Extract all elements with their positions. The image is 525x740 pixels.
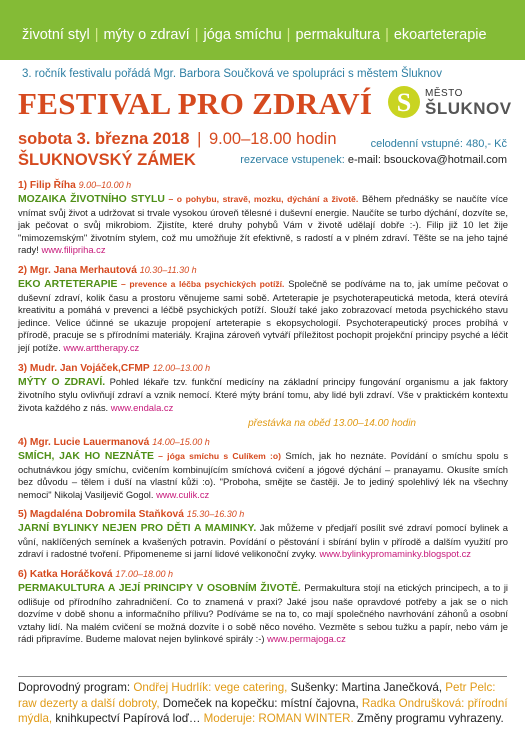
section-lead: MÝTY O ZDRAVÍ. (18, 376, 106, 388)
speaker-name: 2) Mgr. Jana Merhautová (18, 264, 137, 276)
section-time: 14.00–15.00 h (152, 436, 210, 447)
section-web-link[interactable]: www.filipriha.cz (41, 244, 106, 256)
section-time: 12.00–13.00 h (152, 362, 211, 373)
topic-item: permakultura (295, 27, 381, 43)
speaker-name: 4) Mgr. Lucie Lauermanová (18, 436, 150, 448)
topic-separator: | (385, 27, 389, 43)
program-item: Petr Pelc: raw dezerty a další dobroty, (18, 681, 496, 710)
festival-title: FESTIVAL PRO ZDRAVÍ (18, 86, 373, 121)
speaker-name: 6) Katka Horáčková (18, 569, 113, 581)
section-web-link[interactable]: www.bylinkypromaminky.blogspot.cz (319, 548, 471, 560)
topic-item: životní styl (22, 27, 90, 43)
section-body: Během přednášky se naučíte více vnímat svůj život a udržovat si trvale vysokou úroveň tělesné i duševní energie. Naučíte se turbo dýchání, dozvíte se, jak pečovat o svůj mikrobiom. Zjistíte, které druhy pohybů Vám v životě udělají dobře :-). Filip již 10 let žije "mimozemským" životním stylem, což mu umožňuje žít efektivně, s radostí a v plném zdraví. Těšte se na jeho tajné rady! (18, 193, 508, 256)
program-section (18, 567, 508, 646)
organizer-line: 3. ročník festivalu pořádá Mgr. Barbora Součková ve spolupráci s městem Šluknov (22, 68, 442, 80)
event-date (18, 130, 337, 149)
reservation-info (240, 154, 507, 166)
section-text (18, 522, 508, 561)
reservation-label: rezervace vstupenek: (240, 154, 345, 166)
section-heading (18, 435, 508, 450)
topic-list (22, 27, 487, 43)
program-section (18, 507, 508, 561)
program-item: Domeček na kopečku: místní čajovna, (159, 696, 362, 710)
section-lead: EKO ARTETERAPIE (18, 278, 118, 290)
program-item: Sušenky: Martina Janečková, (287, 681, 446, 694)
section-time: 9.00–10.00 h (78, 180, 132, 190)
program-item: knihkupectví Papírová loď… (52, 712, 204, 725)
program-section (18, 178, 508, 257)
date-separator: | (197, 130, 202, 148)
reservation-email[interactable]: e-mail: bsouckova@hotmail.com (347, 154, 507, 166)
city-logo (388, 86, 512, 124)
section-time: 10.30–11.30 h (139, 264, 197, 275)
logo-line-1: MĚSTO (425, 88, 463, 99)
section-lead: PERMAKULTURA A JEJÍ PRINCIPY V OSOBNÍM ŽIVOTĚ. (18, 583, 301, 595)
program-label: Doprovodný program: (18, 681, 134, 694)
program-section (18, 361, 508, 415)
program-section (18, 263, 508, 355)
event-venue: ŠLUKNOVSKÝ ZÁMEK (18, 151, 196, 169)
lunch-break-note: přestávka na oběd 13.00–14.00 hodin (248, 418, 416, 430)
accompanying-program (18, 680, 508, 727)
program-note: Změny programu vyhrazeny. (353, 712, 504, 725)
section-heading (18, 178, 508, 193)
section-heading (18, 263, 508, 278)
topic-item: ekoarteterapie (393, 27, 487, 43)
topic-item: jóga smíchu (203, 27, 282, 43)
section-lead: SMÍCH, JAK HO NEZNÁTE (18, 450, 154, 462)
section-body: Pohled lékaře tzv. funkční medicíny na základní principy fungování organismu a jak faktory životního stylu ovlivňují zdraví a vznik nemocí. Které mýty brání tomu, aby lidé byli zdraví. Vše v praktickém kontextu života každého z nás. (18, 375, 508, 413)
topic-item: mýty o zdraví (103, 27, 190, 43)
section-subtitle: – o pohybu, stravě, mozku, dýchání a životě. (164, 194, 359, 204)
section-time: 15.30–16.30 h (186, 509, 245, 520)
logo-line-2: ŠLUKNOV (425, 99, 512, 118)
section-web-link[interactable]: www.culik.cz (156, 488, 210, 500)
topic-separator: | (286, 27, 291, 43)
section-body: Společně se podíváme na to, jak umíme pečovat o duševní zdraví, kolik času a prostoru věnujeme sami sobě. Arteterapie je psychoterapeutická metoda, která otevírá kreativitu a pomáhá v prevenci a léčbě psychických potíží. Slouží také jako zobrazovací metoda psychického stavu jedince. Velice účinné se ukazuje propojení arteterapie s ekopsychologií. Psychoterapeutický proces probíhá v přírodě, pracuje se s přírodními materiály. Krajina zároveň vytváří příležitost pochopit projekční principy psyché a léčit její potíže. (18, 277, 508, 353)
section-text (18, 193, 508, 257)
program-item: Radka Ondrušková: přírodní mýdla, (18, 696, 508, 725)
section-subtitle: – jóga smíchu s Culíkem :o) (153, 450, 281, 461)
program-item: Ondřej Hudrlík: vege catering, (133, 681, 288, 694)
section-text (18, 450, 508, 501)
section-body: Permakultura stojí na etických principech, a to ji odlišuje od přírodního zahradničení. Co to znamená v praxi? Jaké jsou naše opravdové potřeby a jak se o nich dozvíme v době shonu a informačního přílivu? Podíváme se na to, co mají společného navrhování záhonů a osobní vztahy lidí. Na malém cvičení se možná dozvíte i o sobě něco nového. Vezměte s sebou tužku a papír, nebo vám je rádi připravíme. Budeme malovat nejen bylinkové spirály :-) (18, 582, 508, 645)
speaker-name: 3) Mudr. Jan Vojáček,CFMP (18, 362, 150, 374)
section-subtitle: – prevence a léčba psychických potíží. (117, 278, 285, 289)
section-body: Smích, jak ho neznáte. Povídání o smíchu spolu s ochutnávkou jógy smíchu, cvičením kombinujícím smíchová cvičení a jógové dýchání – pranayamu. Okusíte smích bez důvodu – tělem i duší na vlastní kůži :o). "Proboha, smějte se častěji. Je to jediný spolehlivý lék na všechny nemoci" Nikolaj Vasiljevič Gogol. (18, 449, 509, 500)
date-text: sobota 3. března 2018 (18, 130, 190, 148)
topic-separator: | (94, 27, 99, 43)
event-hours: 9.00–18.00 hodin (208, 130, 337, 148)
divider (18, 676, 507, 677)
topic-separator: | (194, 27, 199, 43)
program-section (18, 435, 508, 501)
section-heading (18, 507, 508, 522)
section-time: 17.00–18.00 h (115, 569, 173, 580)
section-text (18, 376, 508, 415)
top-banner (0, 0, 525, 60)
section-heading (18, 361, 508, 376)
speaker-name: 5) Magdaléna Dobromila Staňková (18, 509, 184, 521)
program-sections (18, 178, 508, 652)
section-body: Jak můžeme v předjaří posílit své zdraví pomocí bylinek a vůní, naklíčených semínek a kvašených potravin. Povídání o pěstování i sbírání bylin v přírodě a dalším využití pro zdraví i radostné tvoření. Připomeneme si jarní lidové velikonoční zvyky. (18, 522, 508, 560)
admission-fee: celodenní vstupné: 480,- Kč (370, 138, 507, 150)
section-text (18, 278, 508, 355)
program-moderator: Moderuje: ROMAN WINTER. (203, 712, 354, 725)
logo-icon: S (388, 86, 420, 118)
section-web-link[interactable]: www.permajoga.cz (267, 633, 346, 645)
speaker-name: 1) Filip Říha (18, 180, 76, 191)
section-lead: JARNÍ BYLINKY NEJEN PRO DĚTI A MAMINKY. (18, 523, 257, 535)
section-web-link[interactable]: www.endala.cz (110, 401, 174, 413)
section-web-link[interactable]: www.arttherapy.cz (63, 341, 140, 353)
section-lead: MOZAIKA ŽIVOTNÍHO STYLU (18, 194, 165, 205)
section-text (18, 582, 508, 646)
section-heading (18, 567, 508, 582)
